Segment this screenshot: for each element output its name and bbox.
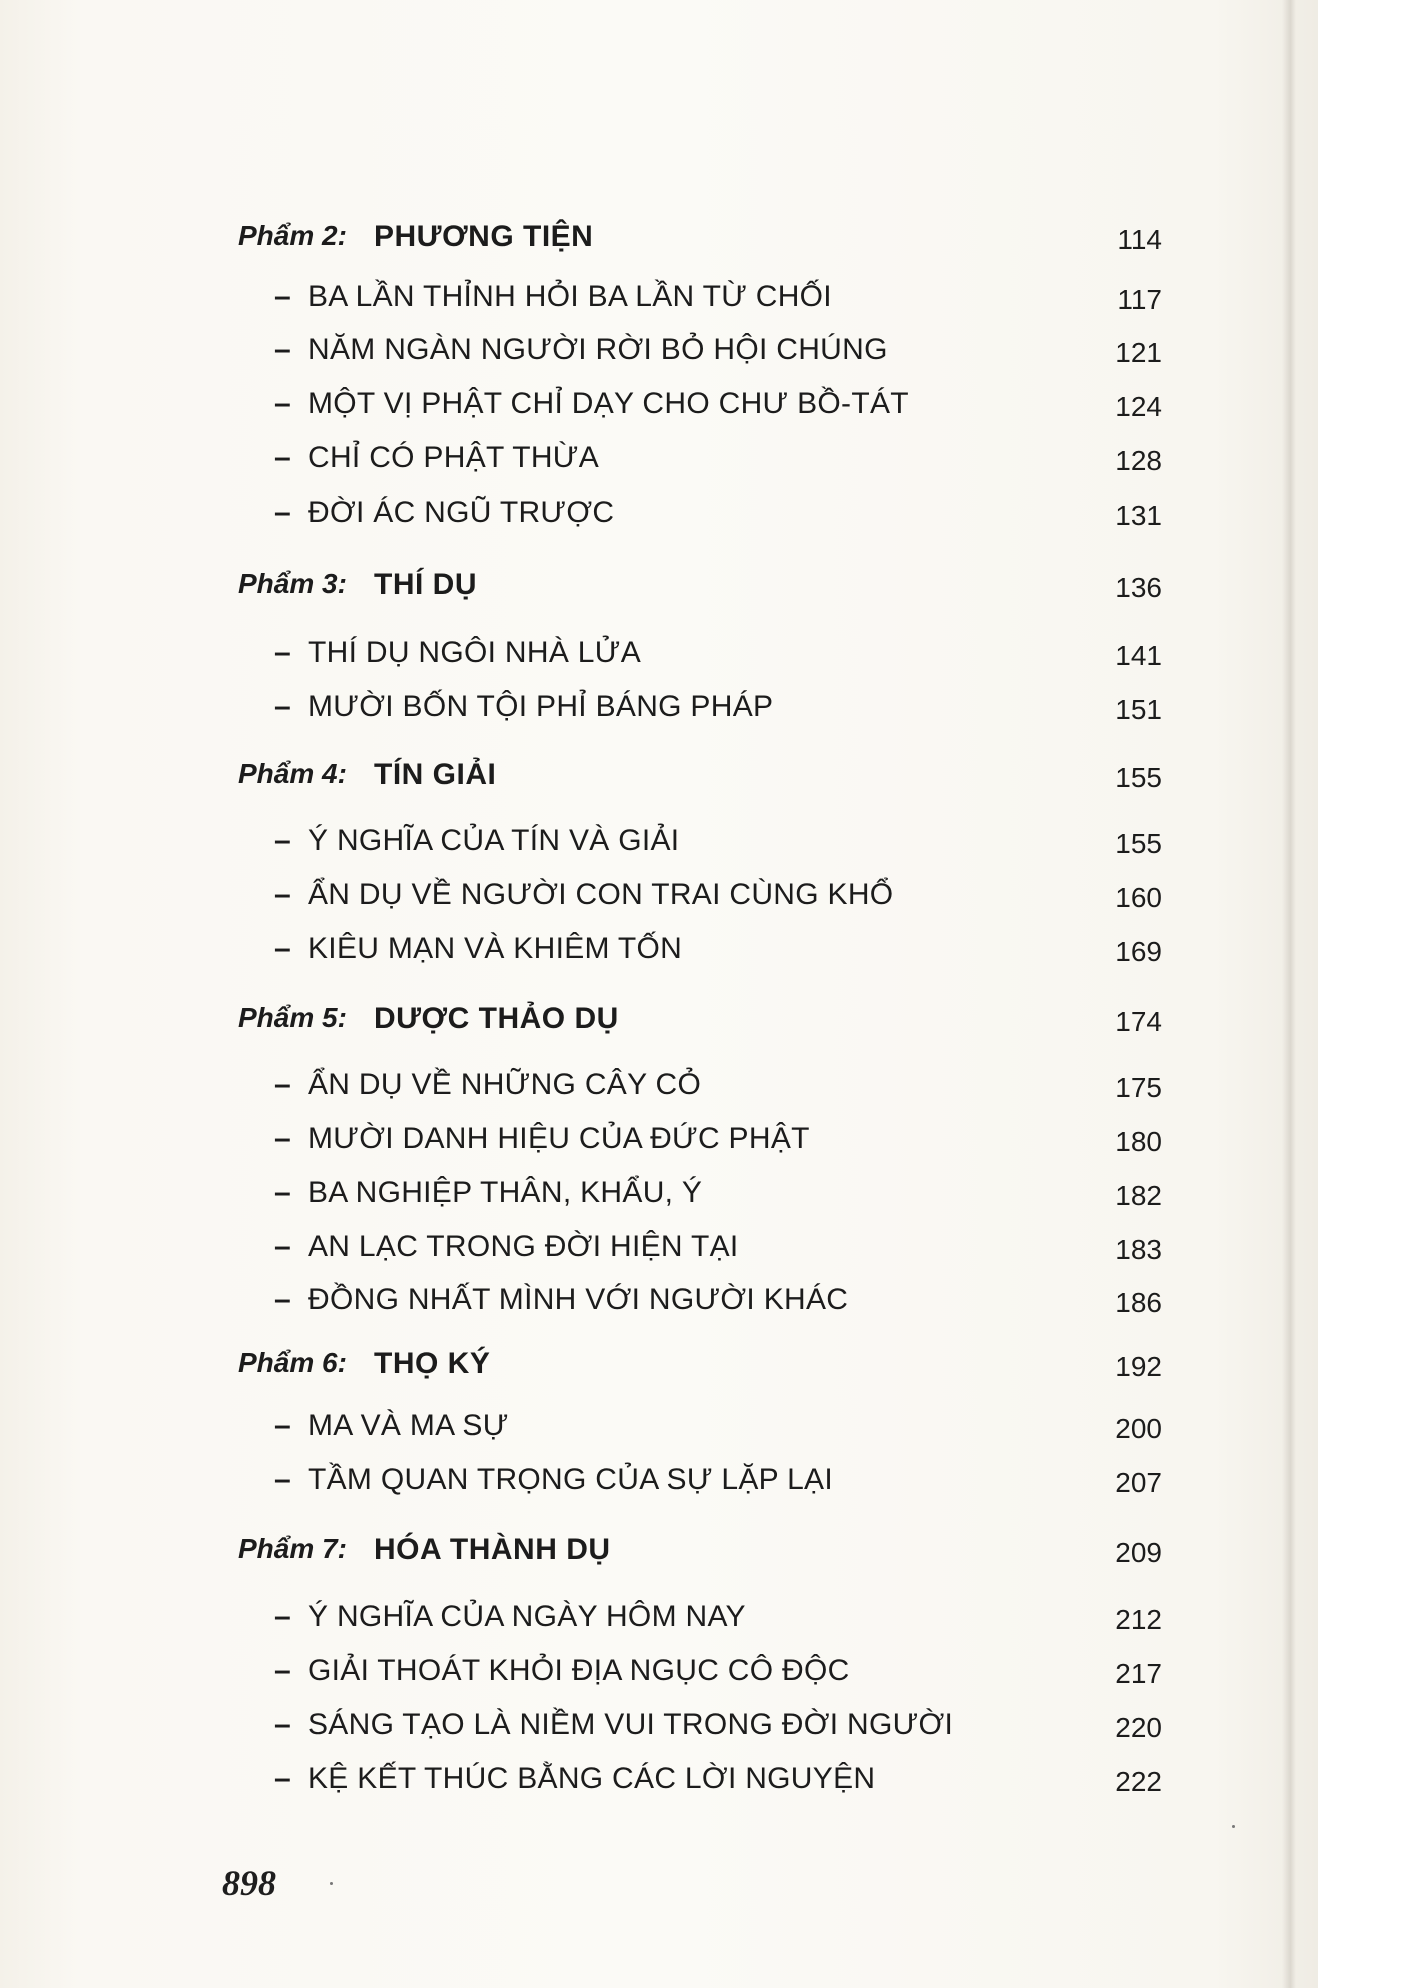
entry-dash: – [274,1176,291,1209]
toc-entry-row [0,441,1318,485]
chapter-label: Phẩm 2: [238,220,347,251]
entry-title: ĐỜI ÁC NGŨ TRƯỢC [308,496,615,529]
entry-dash: – [274,1230,291,1263]
entry-title: THÍ DỤ NGÔI NHÀ LỬA [308,636,642,669]
entry-title: CHỈ CÓ PHẬT THỪA [308,441,600,474]
entry-title: SÁNG TẠO LÀ NIỀM VUI TRONG ĐỜI NGƯỜI [308,1708,954,1741]
entry-dash: – [274,1122,291,1155]
entry-dash: – [274,1283,291,1316]
toc-entry-row [0,1176,1318,1220]
entry-page-number: 183 [1115,1234,1162,1265]
entry-dash: – [274,1654,291,1687]
chapter-heading-row [0,758,1318,802]
chapter-heading-row [0,1533,1318,1577]
entry-dash: – [274,824,291,857]
chapter-heading-row [0,220,1318,264]
toc-entry-row [0,496,1318,540]
entry-page-number: 217 [1115,1658,1162,1689]
toc-entry-row [0,1463,1318,1507]
entry-page-number: 180 [1115,1126,1162,1157]
toc-entry-row [0,1708,1318,1752]
toc-entry-row [0,1122,1318,1166]
entry-dash: – [274,878,291,911]
entry-title: GIẢI THOÁT KHỎI ĐỊA NGỤC CÔ ĐỘC [308,1654,850,1687]
entry-page-number: 222 [1115,1766,1162,1797]
chapter-title: THỌ KÝ [374,1347,491,1380]
chapter-label: Phẩm 5: [238,1002,347,1033]
entry-page-number: 131 [1115,500,1162,531]
entry-page-number: 117 [1117,284,1162,315]
chapter-page-number: 136 [1115,572,1162,603]
entry-title: MƯỜI BỐN TỘI PHỈ BÁNG PHÁP [308,690,774,723]
entry-dash: – [274,1762,291,1795]
entry-dash: – [274,496,291,529]
toc-entry-row [0,280,1318,324]
entry-dash: – [274,333,291,366]
scan-speck [1232,1825,1235,1828]
chapter-page-number: 155 [1115,762,1162,793]
entry-title: ẨN DỤ VỀ NHỮNG CÂY CỎ [308,1068,702,1101]
entry-title: ẨN DỤ VỀ NGƯỜI CON TRAI CÙNG KHỔ [308,878,894,911]
entry-title: AN LẠC TRONG ĐỜI HIỆN TẠI [308,1230,739,1263]
entry-dash: – [274,1068,291,1101]
chapter-title: DƯỢC THẢO DỤ [374,1002,619,1035]
toc-entry-row [0,1230,1318,1274]
entry-dash: – [274,280,291,313]
entry-title: MA VÀ MA SỰ [308,1409,509,1442]
entry-page-number: 124 [1115,391,1162,422]
entry-title: BA NGHIỆP THÂN, KHẨU, Ý [308,1176,703,1209]
entry-page-number: 182 [1115,1180,1162,1211]
entry-dash: – [274,1463,291,1496]
entry-title: Ý NGHĨA CỦA NGÀY HÔM NAY [308,1600,746,1633]
chapter-page-number: 192 [1115,1351,1162,1382]
toc-entry-row [0,824,1318,868]
toc-entry-row [0,387,1318,431]
entry-page-number: 151 [1115,694,1162,725]
toc-entry-row [0,878,1318,922]
entry-page-number: 207 [1115,1467,1162,1498]
entry-title: MỘT VỊ PHẬT CHỈ DẠY CHO CHƯ BỒ-TÁT [308,387,909,420]
scan-margin [1318,0,1405,1988]
chapter-label: Phẩm 4: [238,758,347,789]
entry-page-number: 200 [1115,1413,1162,1444]
entry-dash: – [274,1409,291,1442]
entry-dash: – [274,1600,291,1633]
chapter-title: THÍ DỤ [374,568,477,601]
toc-entry-row [0,1068,1318,1112]
entry-title: BA LẦN THỈNH HỎI BA LẦN TỪ CHỐI [308,280,832,313]
entry-dash: – [274,636,291,669]
chapter-page-number: 209 [1115,1537,1162,1568]
chapter-label: Phẩm 7: [238,1533,347,1564]
chapter-heading-row [0,1347,1318,1391]
chapter-page-number: 114 [1117,224,1162,255]
entry-title: KỆ KẾT THÚC BẰNG CÁC LỜI NGUYỆN [308,1762,876,1795]
entry-page-number: 169 [1115,936,1162,967]
chapter-page-number: 174 [1115,1006,1162,1037]
entry-title: Ý NGHĨA CỦA TÍN VÀ GIẢI [308,824,680,857]
chapter-label: Phẩm 3: [238,568,347,599]
chapter-title: TÍN GIẢI [374,758,497,791]
toc-entry-row [0,1654,1318,1698]
toc-entry-row [0,636,1318,680]
entry-title: TẦM QUAN TRỌNG CỦA SỰ LẶP LẠI [308,1463,833,1496]
entry-page-number: 141 [1115,640,1162,671]
toc-entry-row [0,1283,1318,1327]
entry-title: ĐỒNG NHẤT MÌNH VỚI NGƯỜI KHÁC [308,1283,849,1316]
toc-entry-row [0,1409,1318,1453]
entry-dash: – [274,1708,291,1741]
toc-entry-row [0,1600,1318,1644]
entry-dash: – [274,690,291,723]
entry-title: NĂM NGÀN NGƯỜI RỜI BỎ HỘI CHÚNG [308,333,888,366]
toc-entry-row [0,333,1318,377]
entry-page-number: 160 [1115,882,1162,913]
entry-dash: – [274,932,291,965]
entry-title: MƯỜI DANH HIỆU CỦA ĐỨC PHẬT [308,1122,810,1155]
chapter-heading-row [0,568,1318,612]
entry-title: KIÊU MẠN VÀ KHIÊM TỐN [308,932,683,965]
entry-dash: – [274,387,291,420]
toc-entry-row [0,1762,1318,1806]
entry-page-number: 220 [1115,1712,1162,1743]
scan-speck [330,1882,333,1885]
chapter-title: HÓA THÀNH DỤ [374,1533,611,1566]
entry-page-number: 212 [1115,1604,1162,1635]
chapter-label: Phẩm 6: [238,1347,347,1378]
entry-dash: – [274,441,291,474]
entry-page-number: 128 [1115,445,1162,476]
toc-entry-row [0,690,1318,734]
entry-page-number: 121 [1115,337,1162,368]
toc-entry-row [0,932,1318,976]
entry-page-number: 175 [1115,1072,1162,1103]
chapter-title: PHƯƠNG TIỆN [374,220,594,253]
entry-page-number: 155 [1115,828,1162,859]
folio-page-number: 898 [222,1863,276,1903]
entry-page-number: 186 [1115,1287,1162,1318]
chapter-heading-row [0,1002,1318,1046]
